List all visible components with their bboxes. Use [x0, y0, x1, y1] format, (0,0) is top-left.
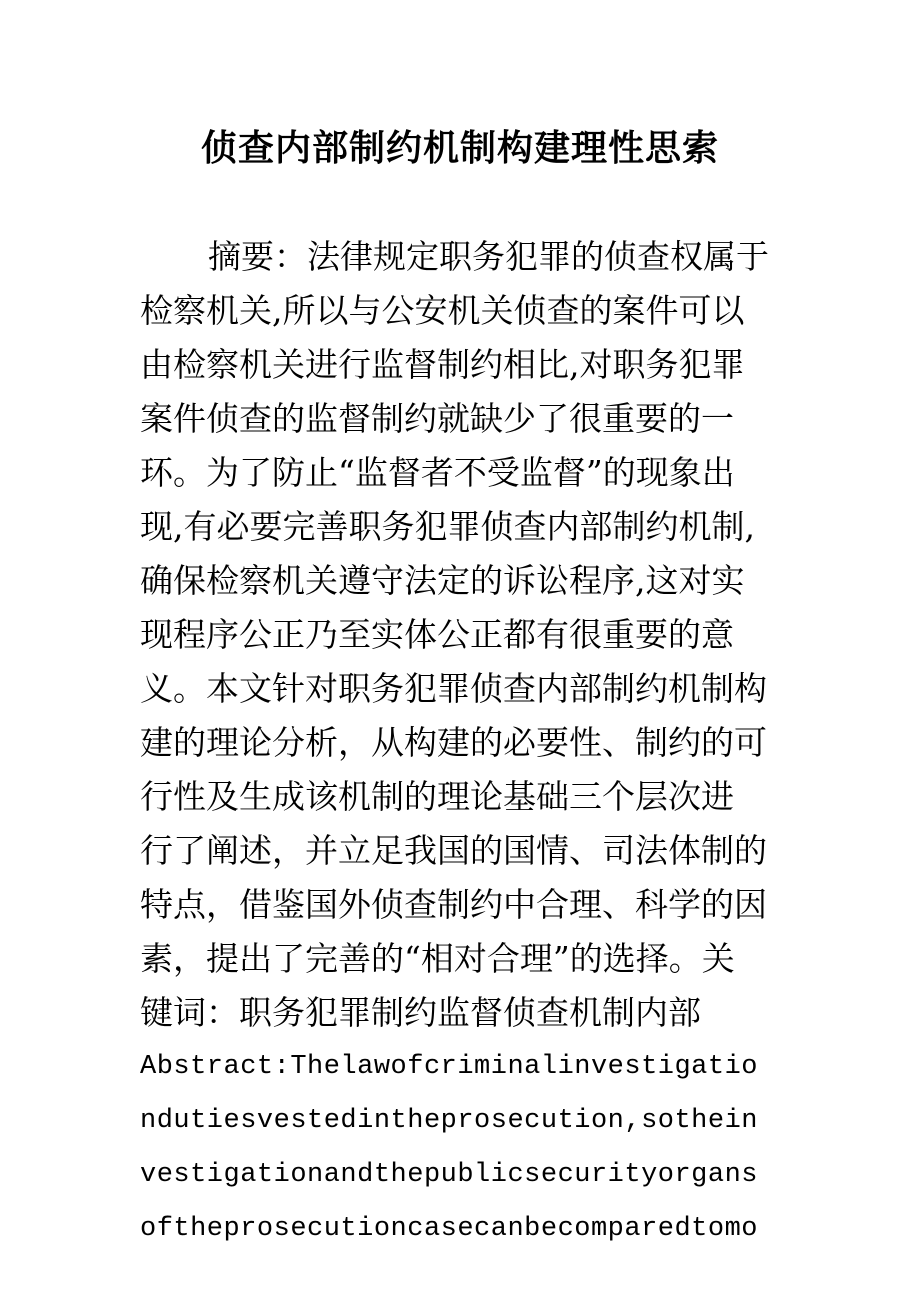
abstract-line: 素，提出了完善的“相对合理”的选择。关 — [140, 939, 735, 978]
abstract-line: 建的理论分析，从构建的必要性、制约的可 — [140, 723, 767, 762]
english-abstract-line: ndutiesvestedintheprosecution,sothein — [140, 1106, 758, 1136]
abstract-line: 现,有必要完善职务犯罪侦查内部制约机制, — [140, 507, 755, 546]
abstract-line: 检察机关,所以与公安机关侦查的案件可以 — [140, 291, 745, 330]
abstract-line: 摘要：法律规定职务犯罪的侦查权属于 — [208, 237, 769, 276]
abstract-line: 特点，借鉴国外侦查制约中合理、科学的因 — [140, 885, 767, 924]
abstract-line: 确保检察机关遵守法定的诉讼程序,这对实 — [140, 561, 745, 600]
abstract-line: 现程序公正乃至实体公正都有很重要的意 — [140, 615, 734, 654]
abstract-line: 行性及生成该机制的理论基础三个层次进 — [140, 777, 734, 816]
abstract-line: 案件侦查的监督制约就缺少了很重要的一 — [140, 399, 734, 438]
abstract-line: 义。本文针对职务犯罪侦查内部制约机制构 — [140, 669, 767, 708]
abstract-line: 环。为了防止“监督者不受监督”的现象出 — [140, 453, 735, 492]
english-abstract-line: vestigationandthepublicsecurityorgans — [140, 1160, 758, 1190]
keywords-line: 键词：职务犯罪制约监督侦查机制内部 — [140, 993, 701, 1032]
abstract-line: 由检察机关进行监督制约相比,对职务犯罪 — [140, 345, 745, 384]
abstract-line: 行了阐述，并立足我国的国情、司法体制的 — [140, 831, 767, 870]
document-title: 侦查内部制约机制构建理性思索 — [200, 128, 719, 169]
english-abstract-line: oftheprosecutioncasecanbecomparedtomo — [140, 1214, 758, 1244]
english-abstract-line: Abstract:Thelawofcriminalinvestigatio — [140, 1052, 758, 1082]
abstract-body — [140, 230, 790, 1256]
